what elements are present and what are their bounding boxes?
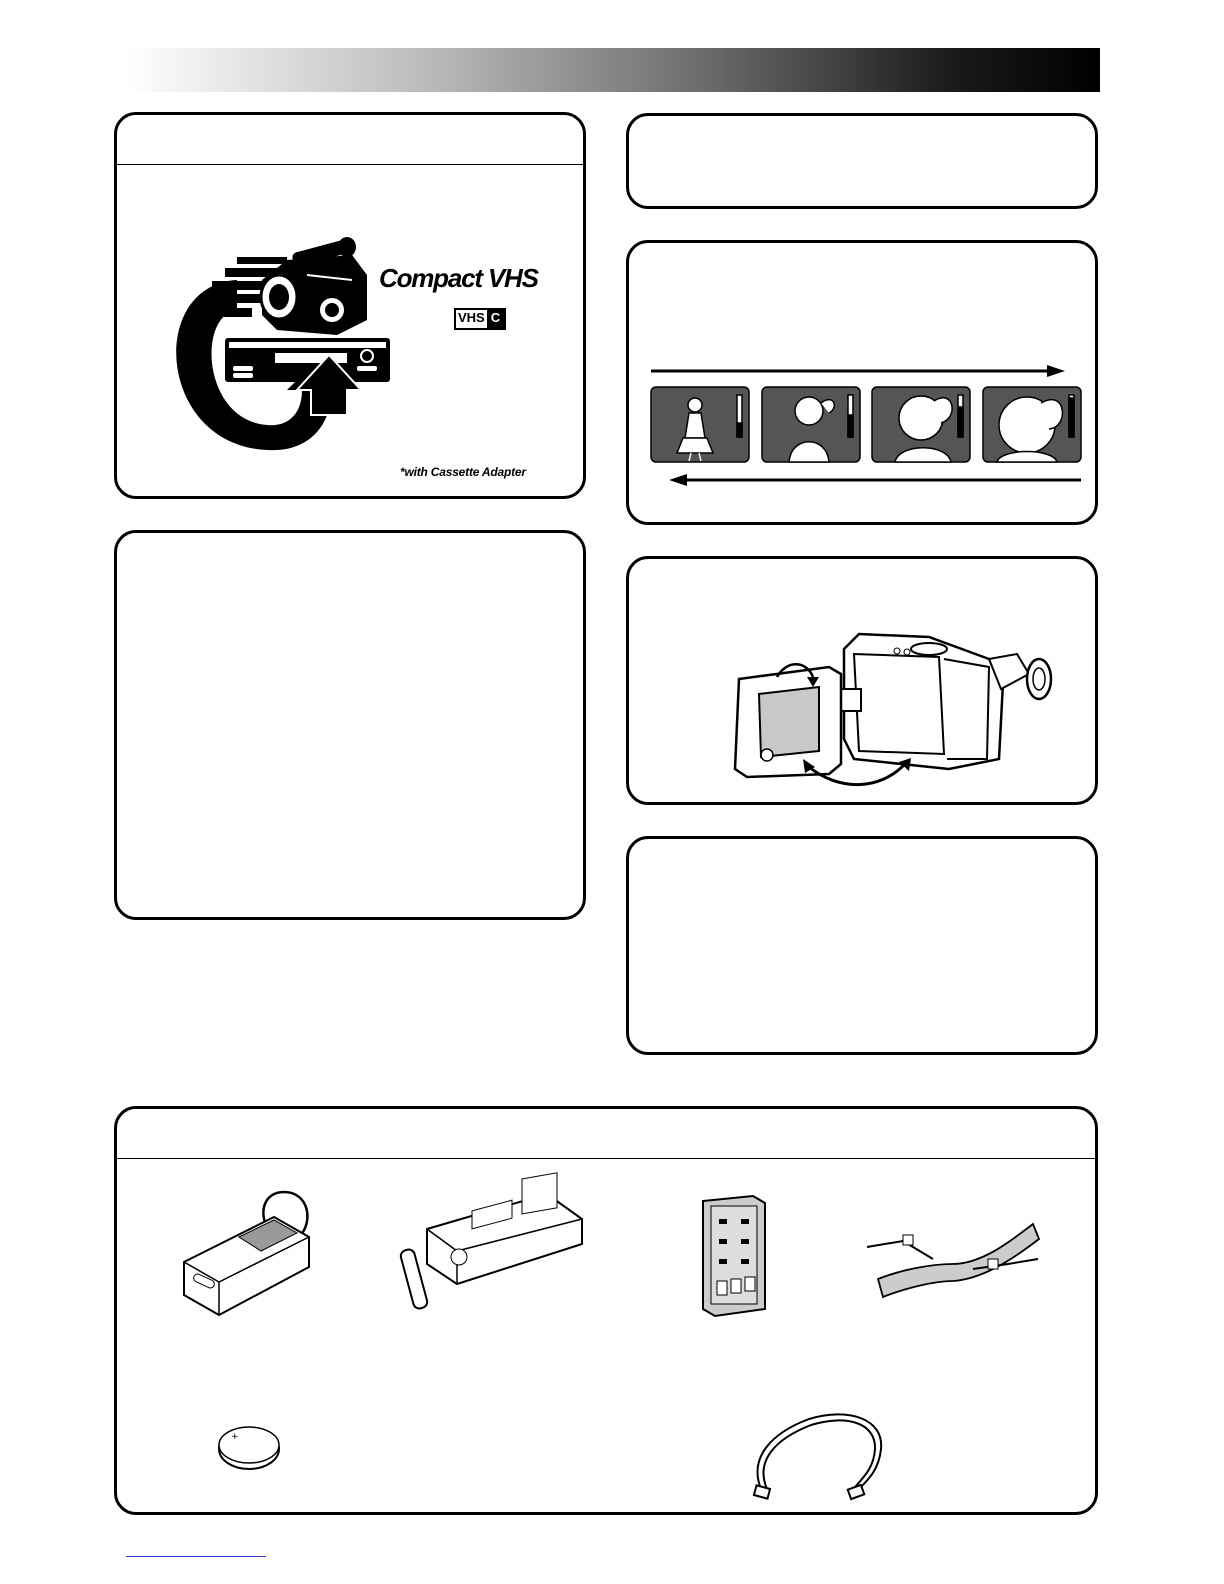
info-panel-bottom-right bbox=[626, 836, 1098, 1055]
zoom-panel bbox=[626, 240, 1098, 525]
battery-pack-icon bbox=[693, 1191, 773, 1321]
footer-link-underline[interactable] bbox=[126, 1556, 266, 1557]
cassette-adapter-icon bbox=[397, 1189, 587, 1329]
zoom-frame-3 bbox=[872, 387, 970, 462]
header-gradient-band bbox=[126, 48, 1100, 92]
ac-adapter-icon bbox=[179, 1187, 339, 1317]
vhs-logo-box-letter: C bbox=[487, 310, 504, 328]
shoulder-strap-icon bbox=[863, 1219, 1043, 1299]
lcd-monitor-camcorder-illustration bbox=[629, 559, 1101, 808]
av-cable-icon bbox=[749, 1409, 889, 1504]
accessories-panel bbox=[114, 1106, 1098, 1515]
cassette-adapter-caption: *with Cassette Adapter bbox=[400, 465, 526, 479]
svg-text:+: + bbox=[231, 1432, 239, 1442]
vhs-c-logo bbox=[454, 308, 506, 330]
brand-text: Compact VHS bbox=[379, 263, 538, 293]
lcd-panel bbox=[626, 556, 1098, 805]
accessories-title-divider bbox=[117, 1158, 1095, 1159]
camcorder-vcr-illustration bbox=[117, 115, 589, 502]
info-panel-top-right bbox=[626, 113, 1098, 209]
zoom-frame-1 bbox=[651, 387, 749, 462]
vhs-logo-text: VHS bbox=[458, 310, 485, 325]
zoom-sequence-illustration bbox=[629, 243, 1101, 528]
zoom-frame-2 bbox=[762, 387, 860, 462]
lithium-cell-icon bbox=[217, 1421, 287, 1471]
compact-vhs-panel bbox=[114, 112, 586, 499]
info-panel-left bbox=[114, 530, 586, 920]
zoom-frame-4 bbox=[983, 387, 1081, 462]
